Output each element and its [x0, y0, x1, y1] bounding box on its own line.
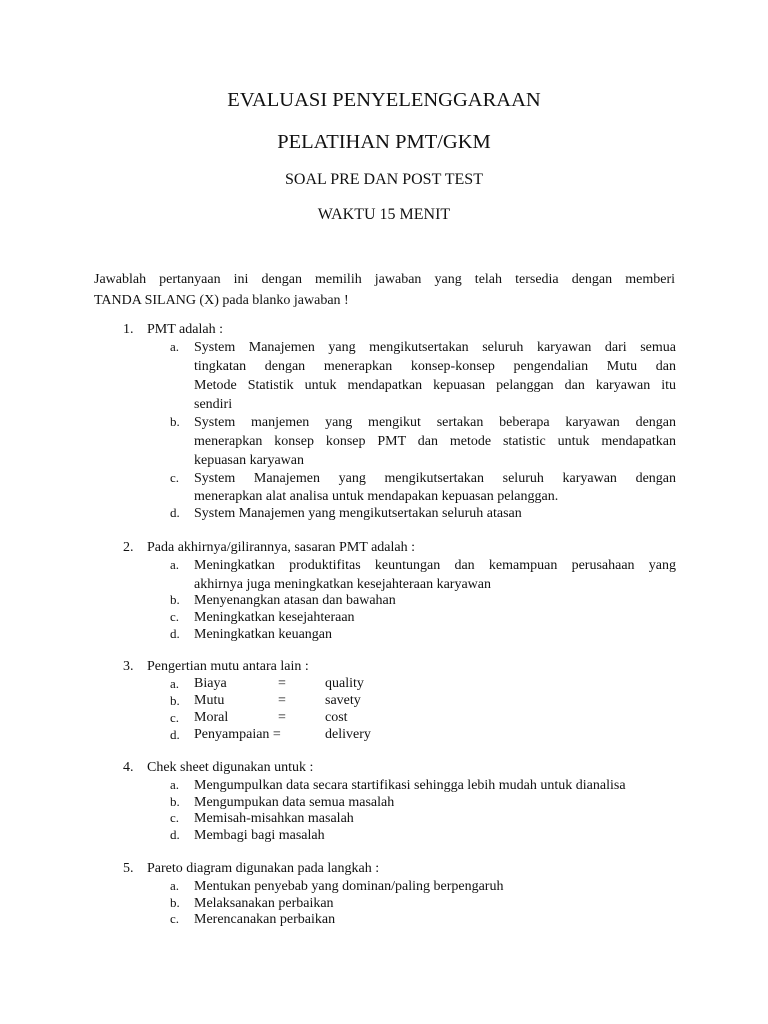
term-english: delivery — [325, 727, 371, 742]
equals-sign: = — [278, 693, 286, 708]
option-letter: b. — [170, 794, 180, 809]
option-line: menerapkan konsep konsep PMT dan metode statistic untuk mendapatkan — [194, 434, 676, 449]
question-text: Pada akhirnya/gilirannya, sasaran PMT adalah : — [147, 540, 415, 555]
option-line: System manjemen yang mengikut sertakan beberapa karyawan dengan — [194, 415, 676, 430]
option-line: System Manajemen yang mengikutsertakan seluruh karyawan dengan — [194, 471, 676, 486]
question-text: Pareto diagram digunakan pada langkah : — [147, 861, 380, 876]
question-number: 1. — [123, 322, 134, 337]
option-line: tingkatan dengan menerapkan konsep-konsep pengendalian Mutu dan — [194, 359, 676, 374]
option-letter: a. — [170, 676, 180, 691]
question-number: 5. — [123, 861, 134, 876]
instructions-line-1: Jawablah pertanyaan ini dengan memilih jawaban yang telah tersedia dengan memberi — [94, 272, 675, 287]
term-indonesian: Penyampaian = — [194, 727, 281, 742]
question-text: Chek sheet digunakan untuk : — [147, 760, 314, 775]
term-indonesian: Biaya — [194, 676, 227, 691]
option-letter: c. — [170, 911, 180, 926]
instructions-line-2: TANDA SILANG (X) pada blanko jawaban ! — [94, 293, 349, 308]
test-type-heading: SOAL PRE DAN POST TEST — [285, 171, 483, 188]
option-line: sendiri — [194, 397, 233, 412]
term-indonesian: Mutu — [194, 693, 225, 708]
option-line: System Manajemen yang mengikutsertakan seluruh karyawan dari semua — [194, 340, 676, 355]
equals-sign: = — [278, 710, 286, 725]
option-line: Memisah-misahkan masalah — [194, 811, 354, 826]
term-english: savety — [325, 693, 361, 708]
equals-sign: = — [278, 676, 286, 691]
term-english: quality — [325, 676, 364, 691]
option-line: akhirnya juga meningkatkan kesejahteraan karyawan — [194, 577, 491, 592]
option-line: Merencanakan perbaikan — [194, 912, 336, 927]
option-line: Metode Statistik untuk mendapatkan kepuasan pelanggan dan karyawan itu — [194, 378, 676, 393]
option-letter: c. — [170, 609, 180, 624]
option-letter: a. — [170, 557, 180, 572]
option-letter: a. — [170, 339, 180, 354]
option-line: Mentukan penyebab yang dominan/paling berpengaruh — [194, 879, 504, 894]
option-letter: c. — [170, 470, 180, 485]
question-number: 2. — [123, 540, 134, 555]
time-limit-heading: WAKTU 15 MENIT — [317, 206, 451, 223]
option-letter: c. — [170, 810, 180, 825]
option-line: Meningkatkan keuangan — [194, 627, 333, 642]
question-number: 3. — [123, 659, 134, 674]
option-line: Mengumpukan data semua masalah — [194, 795, 395, 810]
option-letter: b. — [170, 592, 180, 607]
option-letter: a. — [170, 777, 180, 792]
option-letter: d. — [170, 827, 180, 842]
option-line: System Manajemen yang mengikutsertakan seluruh atasan — [194, 506, 522, 521]
option-line: kepuasan karyawan — [194, 453, 305, 468]
option-letter: b. — [170, 693, 180, 708]
option-letter: d. — [170, 626, 180, 641]
question-text: Pengertian mutu antara lain : — [147, 659, 309, 674]
document-subtitle: PELATIHAN PMT/GKM — [277, 131, 491, 153]
option-letter: d. — [170, 505, 180, 520]
document-title: EVALUASI PENYELENGGARAAN — [227, 89, 541, 111]
option-letter: a. — [170, 878, 180, 893]
option-line: Mengumpulkan data secara startifikasi sehingga lebih mudah untuk dianalisa — [194, 778, 626, 793]
option-letter: b. — [170, 895, 180, 910]
option-letter: c. — [170, 710, 180, 725]
term-english: cost — [325, 710, 348, 725]
question-text: PMT adalah : — [147, 322, 223, 337]
option-letter: d. — [170, 727, 180, 742]
option-line: Membagi bagi masalah — [194, 828, 325, 843]
option-line: Menyenangkan atasan dan bawahan — [194, 593, 396, 608]
option-letter: b. — [170, 414, 180, 429]
question-number: 4. — [123, 760, 134, 775]
term-indonesian: Moral — [194, 710, 229, 725]
option-line: menerapkan alat analisa untuk mendapakan kepuasan pelanggan. — [194, 489, 559, 504]
option-line: Meningkatkan produktifitas keuntungan dan kemampuan perusahaan yang — [194, 558, 676, 573]
option-line: Meningkatkan kesejahteraan — [194, 610, 355, 625]
option-line: Melaksanakan perbaikan — [194, 896, 334, 911]
